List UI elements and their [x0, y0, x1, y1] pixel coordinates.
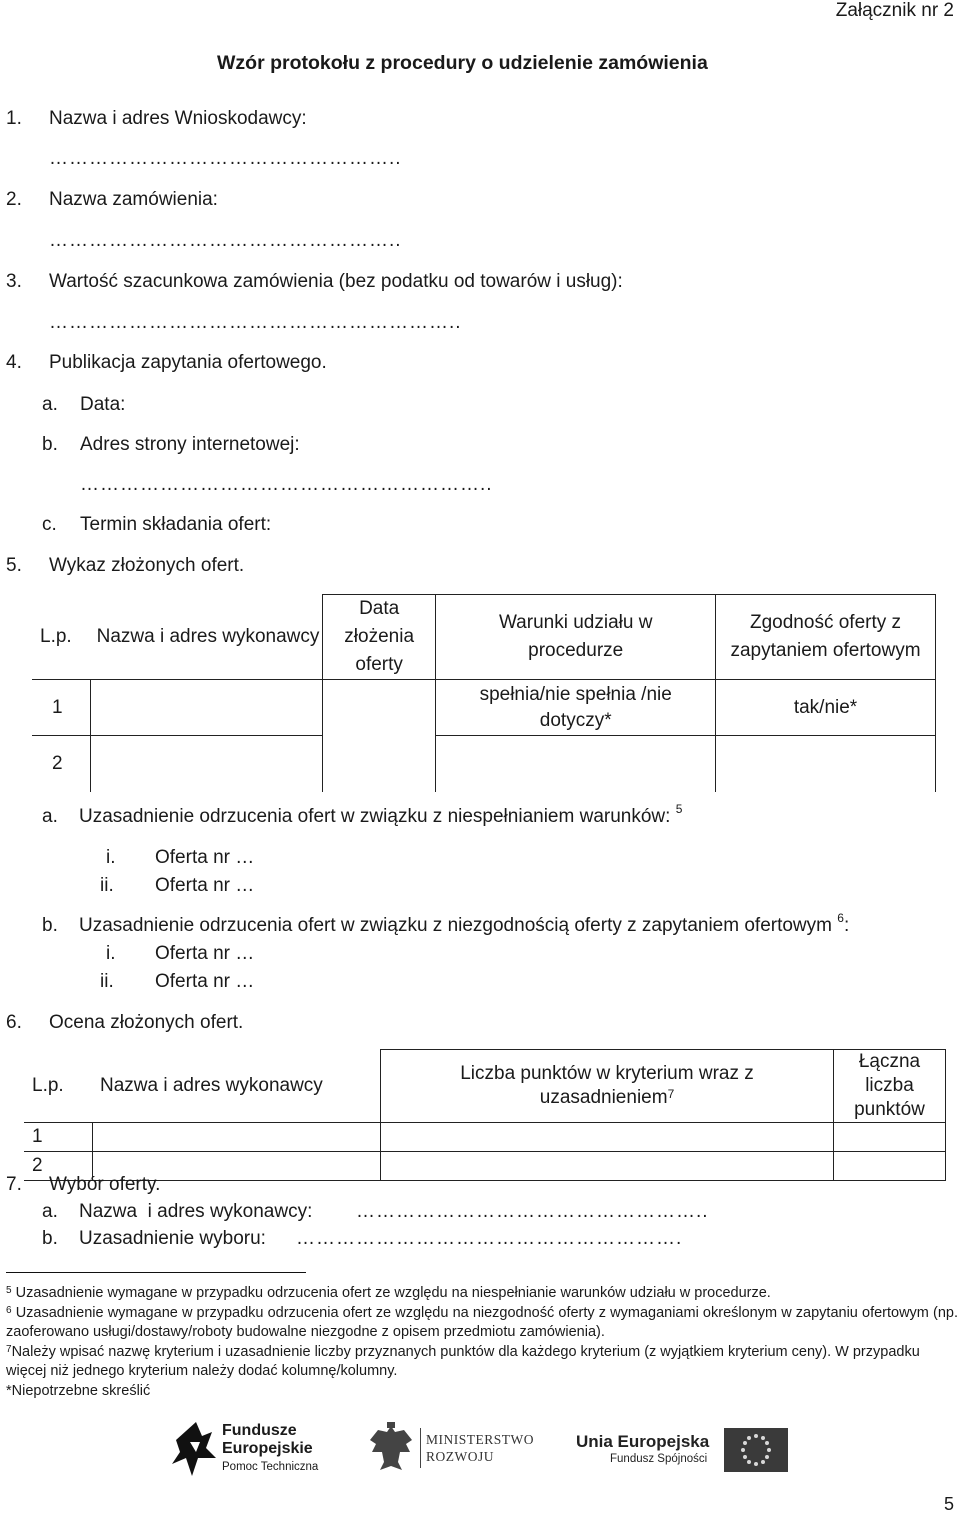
table2-header-total: Łączna liczba punktów	[834, 1050, 946, 1123]
fe-star-icon	[172, 1418, 216, 1478]
annex-label: Załącznik nr 2	[835, 0, 954, 21]
mr-line1: MINISTERSTWO	[426, 1432, 534, 1447]
section-4-num: 4.	[6, 352, 22, 373]
sub5a-i-label: Oferta nr …	[155, 847, 255, 868]
table1-row1-lp: 1	[32, 680, 91, 736]
section-5-label: Wykaz złożonych ofert.	[49, 555, 245, 576]
sub5a-ii-label: Oferta nr …	[155, 875, 255, 896]
table2-row1-total	[834, 1123, 946, 1152]
table2-row1-name	[92, 1123, 381, 1152]
table1-row1-name	[91, 680, 323, 736]
table1-header-conditions: Warunki udziału w procedurze	[436, 595, 716, 680]
section-7-num: 7.	[6, 1174, 22, 1195]
table-row	[32, 736, 936, 792]
footnote-6	[6, 1304, 958, 1342]
table2-row1-lp: 1	[24, 1123, 92, 1152]
section-4a-num: a.	[42, 394, 58, 415]
fe-line3: Pomoc Techniczna	[222, 1461, 319, 1473]
sub5a-i-num: i.	[106, 847, 116, 868]
table-row	[24, 1123, 946, 1152]
table2-header-points-label: Liczba punktów w kryterium wraz z uzasadnieniem	[460, 1063, 754, 1108]
section-7b-label: Uzasadnienie wyboru:	[79, 1228, 266, 1249]
sub5b-i-label: Oferta nr …	[155, 943, 255, 964]
table2-row1-points	[381, 1123, 834, 1152]
sub5b-ii-num: ii.	[100, 971, 114, 992]
fe-line2: Europejskie	[222, 1440, 313, 1457]
footnote-7-text: Należy wpisać nazwę kryterium i uzasadnienie liczby przyznanych punktów dla każdego kryterium (z wyjątkiem kryterium ceny). W przypadku więcej niż jednego kryterium należy dodać kolumnę/kolumny.	[6, 1344, 920, 1379]
footnote-5	[6, 1284, 958, 1303]
eagle-emblem-icon	[368, 1422, 414, 1474]
unia-europejska-logo	[574, 1428, 790, 1478]
ue-line1: Unia Europejska	[576, 1432, 710, 1451]
footnote-star: *Niepotrzebne skreślić	[6, 1383, 151, 1399]
table2-row2-points	[381, 1152, 834, 1181]
fe-line1: Fundusze	[222, 1422, 297, 1439]
section-1-dots: ……………………………………………..	[49, 148, 402, 169]
section-4c-num: c.	[42, 514, 57, 535]
footnote-5-text: Uzasadnienie wymagane w przypadku odrzucenia ofert ze względu na niespełnianie warunków udziału w procedurze.	[15, 1285, 771, 1301]
footnote-5-num: 5	[6, 1285, 12, 1296]
table1-row2-name	[91, 736, 323, 792]
ue-line2: Fundusz Spójności	[610, 1453, 708, 1465]
sub5b-footnote-ref: 6	[837, 911, 844, 925]
section-1-num: 1.	[6, 108, 22, 129]
table2-row2-lp: 2	[24, 1152, 92, 1181]
sub5b-line	[79, 911, 850, 937]
sub5a-footnote-ref: 5	[675, 802, 683, 816]
section-4b-dots: ……………………………………………………..	[80, 474, 493, 495]
mr-divider	[420, 1428, 421, 1468]
table-row	[32, 680, 936, 736]
ministerstwo-rozwoju-logo	[368, 1422, 548, 1478]
table2-header-lp: L.p.	[24, 1050, 92, 1123]
document-title: Wzór protokołu z procedury o udzielenie zamówienia	[217, 52, 708, 74]
evaluation-table	[24, 1049, 946, 1181]
section-3-dots: ……………………………………………………..	[49, 312, 462, 333]
footnote-6-text: Uzasadnienie wymagane w przypadku odrzucenia ofert ze względu na niezgodność oferty z wymaganiami określonym w zapytaniu ofertowym (np. zaoferowano usługi/dostawy/roboty budowalne niezgodne z opisem przedmiotu zamówienia).	[6, 1305, 958, 1340]
footnote-7-num: 7	[6, 1344, 12, 1355]
section-5-num: 5.	[6, 555, 22, 576]
section-4b-label: Adres strony internetowej:	[80, 434, 300, 455]
section-4-label: Publikacja zapytania ofertowego.	[49, 352, 327, 373]
page-number: 5	[943, 1494, 954, 1514]
table1-row2-compliance	[716, 736, 936, 792]
table1-header-lp: L.p.	[32, 595, 91, 680]
section-7b-dots: ………………………………………………….	[296, 1228, 683, 1249]
section-3-label: Wartość szacunkowa zamówienia (bez podatku od towarów i usług):	[49, 271, 623, 292]
section-2-label: Nazwa zamówienia:	[49, 189, 218, 210]
section-1-label: Nazwa i adres Wnioskodawcy:	[49, 108, 307, 129]
section-3-num: 3.	[6, 271, 22, 292]
table2-header-name: Nazwa i adres wykonawcy	[92, 1050, 381, 1123]
section-7-label: Wybór oferty.	[49, 1174, 161, 1195]
sub5b-i-num: i.	[106, 943, 116, 964]
eu-flag-icon	[724, 1428, 788, 1472]
section-2-num: 2.	[6, 189, 22, 210]
table1-row1-compliance: tak/nie*	[716, 680, 936, 736]
fundusze-europejskie-logo	[172, 1418, 332, 1478]
section-7a-dots: ……………………………………………..	[356, 1201, 709, 1222]
table-row	[24, 1152, 946, 1181]
footnote-separator	[6, 1272, 306, 1273]
sub5b-colon: :	[843, 915, 850, 936]
section-7b-num: b.	[42, 1228, 58, 1249]
section-4b-num: b.	[42, 434, 58, 455]
sub5b-ii-label: Oferta nr …	[155, 971, 255, 992]
table1-row1-conditions: spełnia/nie spełnia /nie dotyczy*	[436, 680, 716, 736]
table1-row2-date	[322, 736, 435, 792]
sub5a-label: Uzasadnienie odrzucenia ofert w związku z niespełnianiem warunków:	[79, 806, 671, 827]
section-7a-num: a.	[42, 1201, 58, 1222]
sub5b-label: Uzasadnienie odrzucenia ofert w związku z niezgodnością oferty z zapytaniem ofertowym	[79, 915, 832, 936]
section-4a-label: Data:	[80, 394, 126, 415]
sub5a-line	[79, 802, 683, 828]
section-6-num: 6.	[6, 1012, 22, 1033]
table1-row2-conditions	[436, 736, 716, 792]
offers-table	[32, 594, 936, 792]
sub5b-num: b.	[42, 915, 58, 936]
table2-row2-total	[834, 1152, 946, 1181]
sub5a-num: a.	[42, 806, 58, 827]
table1-header-name: Nazwa i adres wykonawcy	[91, 595, 323, 680]
mr-line2: ROZWOJU	[426, 1449, 494, 1464]
table2-header-points	[381, 1050, 834, 1123]
table1-header-compliance: Zgodność oferty z zapytaniem ofertowym	[716, 595, 936, 680]
section-2-dots: ……………………………………………..	[49, 230, 402, 251]
sub5a-ii-num: ii.	[100, 875, 114, 896]
table1-row2-lp: 2	[32, 736, 91, 792]
section-4c-label: Termin składania ofert:	[80, 514, 272, 535]
footnote-6-num: 6	[6, 1305, 12, 1316]
table1-row1-date	[322, 680, 435, 736]
table2-footnote-ref: 7	[667, 1087, 675, 1101]
section-7a-label: Nazwa i adres wykonawcy:	[79, 1201, 313, 1222]
section-6-label: Ocena złożonych ofert.	[49, 1012, 244, 1033]
footnote-7	[6, 1343, 958, 1381]
table1-header-date: Data złożenia oferty	[322, 595, 435, 680]
